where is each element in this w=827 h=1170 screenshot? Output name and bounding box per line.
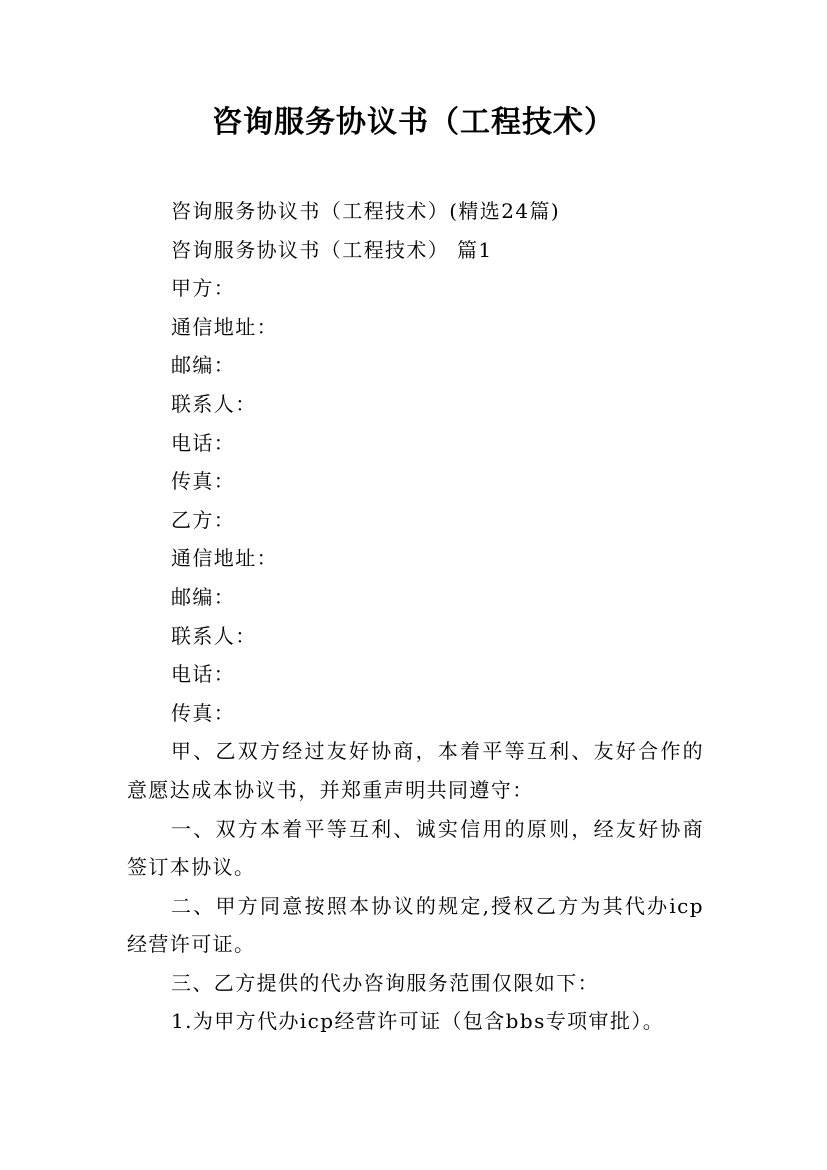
document-title: 咨询服务协议书（工程技术） <box>212 105 615 140</box>
document-subtitle: 咨询服务协议书（工程技术）(精选24篇) <box>171 199 561 223</box>
paragraph: 三、乙方提供的代办咨询服务范围仅限如下： <box>171 970 599 995</box>
party-a-contact: 联系人： <box>171 391 257 416</box>
paragraph: 1.为甲方代办icp经营许可证（包含bbs专项审批）。 <box>171 1009 665 1034</box>
party-b-phone: 电话： <box>171 662 236 687</box>
document-body <box>127 192 704 1041</box>
party-b-fax: 传真： <box>171 700 236 725</box>
paragraph: 二、甲方同意按照本协议的规定,授权乙方为其代办icp经营许可证。 <box>127 893 704 957</box>
party-b-contact: 联系人： <box>171 623 257 648</box>
party-b-label: 乙方： <box>171 507 236 532</box>
party-a-fax: 传真： <box>171 469 236 494</box>
party-a-phone: 电话： <box>171 430 236 455</box>
party-b-postcode: 邮编： <box>171 584 236 609</box>
party-a-address: 通信地址： <box>171 314 278 339</box>
paragraph: 一、双方本着平等互利、诚实信用的原则，经友好协商签订本协议。 <box>127 816 704 880</box>
paragraph: 甲、乙双方经过友好协商，本着平等互利、友好合作的意愿达成本协议书，并郑重声明共同遵守： <box>127 739 704 802</box>
party-a-postcode: 邮编： <box>171 353 236 378</box>
section-heading: 咨询服务协议书（工程技术） 篇1 <box>171 237 493 262</box>
party-a-label: 甲方： <box>171 276 236 301</box>
party-b-address: 通信地址： <box>171 546 278 571</box>
